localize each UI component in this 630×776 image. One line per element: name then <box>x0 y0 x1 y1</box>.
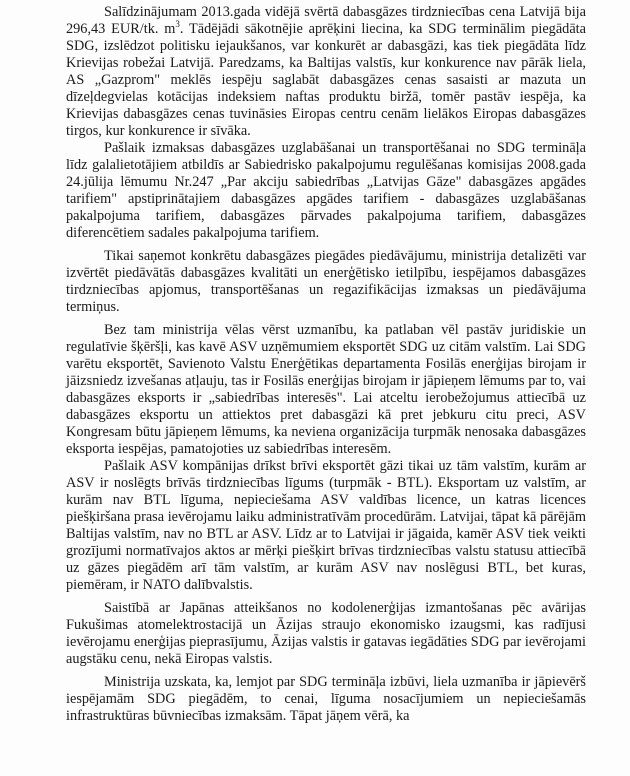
paragraph-storage-transport-tariffs: Pašlaik izmaksas dabasgāzes uzglabāšanai un transportēšanai no SDG termināļa līdz galalietotājiem atbildīs ar Sabiedrisko pakalpojumu regulēšanas komisijas 2008.gada 24.jūlija lēmumu Nr.247 „Par akciju sabiedrības „Latvijas Gāze" dabasgāzes apgādes tarifiem" apstiprinātajiem dabasgāzes apgādes tarifiem - dabasgāzes uzglabāšanas pakalpojuma tarifiem, dabasgāzes pārvades pakalpojuma tarifiem, dabasgāzes diferencētiem sadales pakalpojuma tarifiem. <box>66 140 586 241</box>
paragraph-supply-offer-evaluation: Tikai saņemot konkrētu dabasgāzes piegādes piedāvājumu, ministrija detalizēti var izvērtēt piedāvātās dabasgāzes kvalitāti un enerģētisko ietilpību, iespējamos dabasgāzes tirdzniecības apjomus, transportēšanas un regazifikācijas izmaksas un piedāvājuma termiņus. <box>66 248 586 315</box>
paragraph-ministry-opinion: Ministrija uzskata, ka, lemjot par SDG termināļa izbūvi, liela uzmanība ir jāpievērš iespējamām SDG piegādēm, to cenai, līguma nosacījumiem un nepieciešamās infrastruktūras būvniecības izmaksām. Tāpat jāņem vērā, ka <box>66 674 586 724</box>
paragraph-free-trade-agreement: Pašlaik ASV kompānijas drīkst brīvi eksportēt gāzi tikai uz tām valstīm, kurām ar ASV ir noslēgts brīvās tirdzniecības līgums (turpmāk - BTL). Eksportam uz valstīm, ar kurām nav BTL līguma, nepieciešama ASV valdības licence, un katras licences piešķiršana prasa ievērojamu laiku administratīvām procedūrām. Latvijai, tāpat kā pārējām Baltijas valstīm, nav no BTL ar ASV. Līdz ar to Latvijai ir jāgaida, kamēr ASV tiek veikti grozījumi normatīvajos aktos ar mērķi piešķirt brīvas tirdzniecības valstu statusu attiecībā uz gāzes piegādēm arī tām valstīm, ar kurām ASV nav noslēgusi BTL, bet kuras, piemēram, ir NATO dalībvalstis. <box>66 458 586 593</box>
document-body <box>66 4 586 725</box>
paragraph-gas-price-comparison: Salīdzinājumam 2013.gada vidējā svērtā dabasgāzes tirdzniecības cena Latvijā bija 296,43 EUR/tk. $m^3$. Tādējādi sākotnējie aprēķini liecina, ka SDG terminālim piegādāta SDG, izslēdzot politisku iejaukšanos, var konkurēt ar dabasgāzi, kas tiek piegādāta līdz Krievijas robežai Latvijā. Paredzams, ka Baltijas valstīs, kur konkurence nav pārāk liela, AS „Gazprom" meklēs iespēju saglabāt dabasgāzes cenas sasaisti ar mazuta un dīzeļdegvielas kotācijas indeksiem naftas produktu biržā, tomēr pastāv iespēja, ka Krievijas dabasgāzes cenas tuvināsies Eiropas centru cenām lielākos Eiropas dabasgāzes tirgos, kur konkurence ir sīvāka. <box>66 4 586 139</box>
paragraph-asia-demand: Saistībā ar Japānas atteikšanos no kodolenerģijas izmantošanas pēc avārijas Fukušimas atomelektrostacijā un Āzijas straujo ekonomisko izaugsmi, kas radījusi ievērojamu enerģijas pieprasījumu, Āzijas valstis ir gatavas iegādāties SDG par ievērojami augstāku cenu, nekā Eiropas valstis. <box>66 600 586 667</box>
paragraph-us-export-barriers: Bez tam ministrija vēlas vērst uzmanību, ka patlaban vēl pastāv juridiskie un regulatīvie šķēršļi, kas kavē ASV uzņēmumiem eksportēt SDG uz citām valstīm. Lai SDG varētu eksportēt, Savienoto Valstu Enerģētikas departamenta Fosilās enerģijas birojam ir jāizsniedz izvešanas atļauju, tas ir Fosilās enerģijas birojam ir jāpieņem lēmums par to, vai dabasgāzes eksports ir „sabiedrības interesēs". Lai atceltu ierobežojumus attiecībā uz dabasgāzes eksportu un attiektos pret dabasgāzi kā pret jebkuru citu preci, ASV Kongresam būtu jāpieņem lēmums, ka neviena organizācija turpmāk nenosaka dabasgāzes eksporta iespējas, pamatojoties uz sabiedrības interesēm. <box>66 322 586 457</box>
cubic-superscript: 3 <box>175 19 180 30</box>
